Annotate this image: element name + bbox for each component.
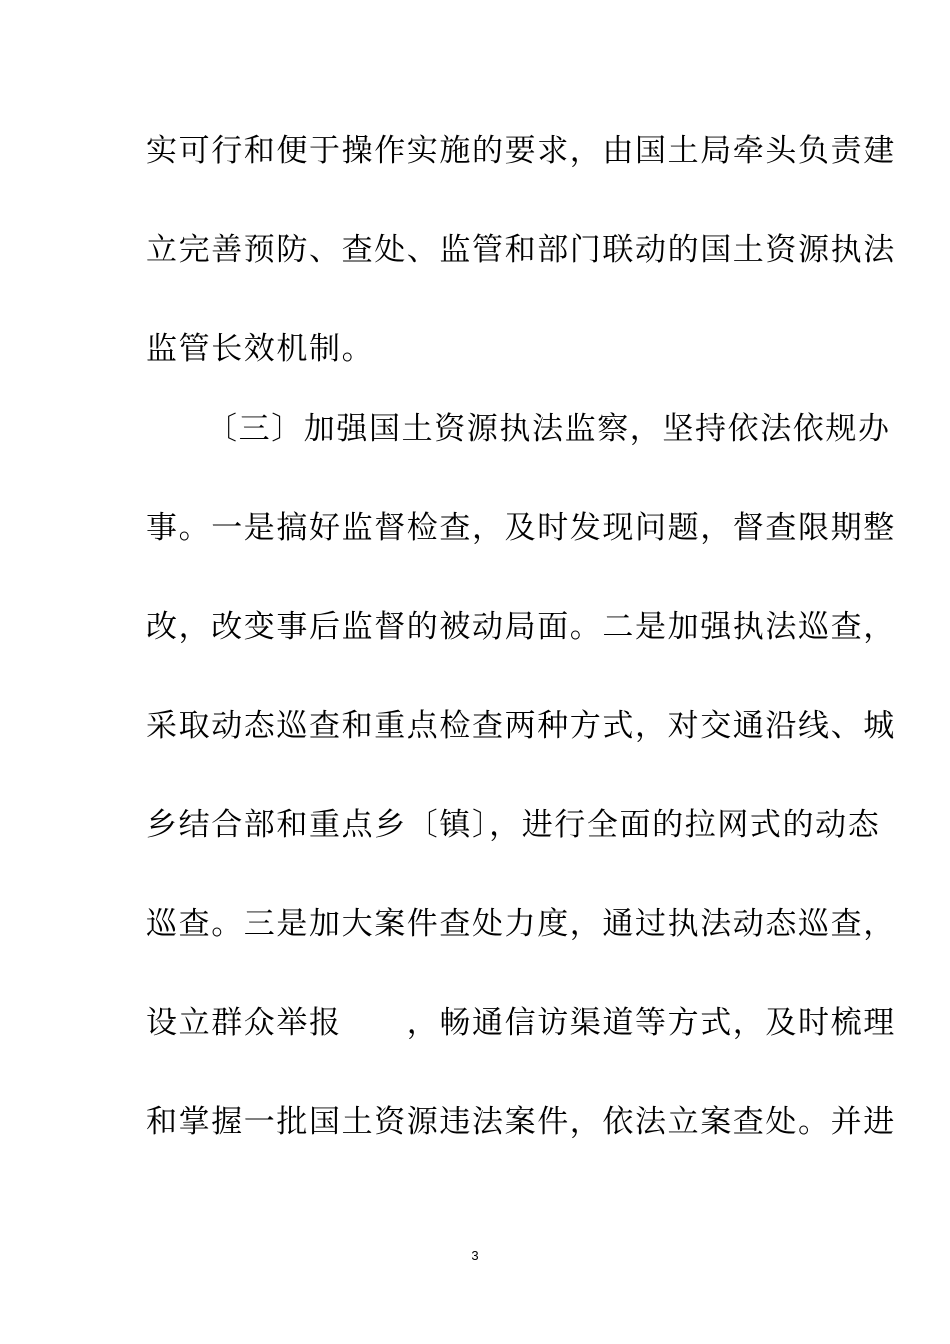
body-text-line: 巡查。三是加大案件查处力度，通过执法动态巡查， [146,906,896,942]
body-text-line: 乡结合部和重点乡〔镇〕，进行全面的拉网式的动态 [146,807,881,843]
body-text-line: 设立群众举报 ，畅通信访渠道等方式，及时梳理 [146,1005,896,1041]
body-text-line: 改，改变事后监督的被动局面。二是加强执法巡查， [146,609,896,645]
body-text-line: 采取动态巡查和重点检查两种方式，对交通沿线、城 [146,708,896,744]
body-text-line: 立完善预防、查处、监管和部门联动的国土资源执法 [146,232,896,268]
body-text-line: 实可行和便于操作实施的要求，由国土局牵头负责建 [146,133,896,169]
body-text-line: 监管长效机制。 [146,331,375,367]
page-number: 3 [471,1248,479,1263]
section-heading-line: 〔三〕加强国土资源执法监察，坚持依法依规办 [206,411,891,447]
body-text-line: 事。一是搞好监督检查，及时发现问题，督查限期整 [146,510,896,546]
body-text-line: 和掌握一批国土资源违法案件，依法立案查处。并进 [146,1104,896,1140]
